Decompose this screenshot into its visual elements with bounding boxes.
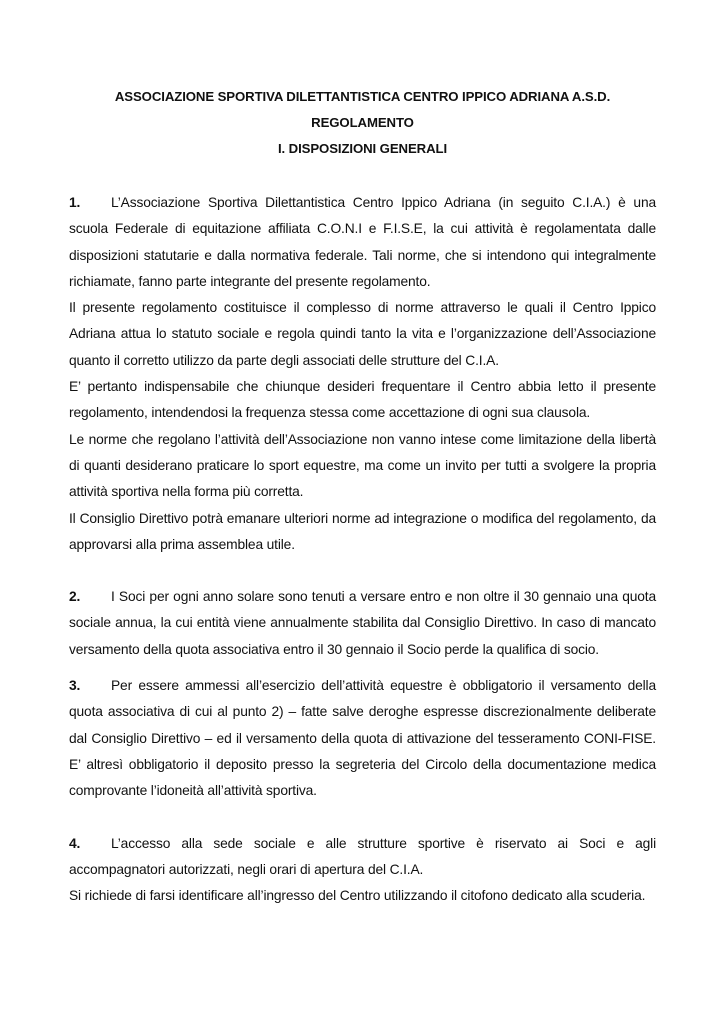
article-number: 3.	[69, 678, 81, 694]
article-paragraph	[69, 584, 656, 663]
section-heading: I. DISPOSIZIONI GENERALI	[277, 141, 448, 156]
paragraph-text: L’accesso alla sede sociale e alle strutture sportive è riservato ai Soci e agli accompagnatori autorizzati, negli orari di apertura del C.I.A.	[69, 835, 656, 877]
article-2	[69, 584, 656, 663]
article-1	[69, 190, 656, 558]
article-3	[69, 673, 656, 804]
paragraph-text: Per essere ammessi all’esercizio dell’attività equestre è obbligatorio il versamento della quota associativa di cui al punto 2) – fatte salve deroghe espresse discrezionalmente deliberate dal Consiglio Direttivo – ed il versamento della quota di attivazione del tesseramento CONI-FISE. E’ altresì obbligatorio il deposito presso la segreteria del Circolo della documentazione medica comprovante l’idoneità all’attività sportiva.	[69, 678, 656, 799]
article-paragraph	[69, 673, 656, 804]
document-header	[0, 88, 725, 166]
paragraph-text: L’Associazione Sportiva Dilettantistica Centro Ippico Adriana (in seguito C.I.A.) è una scuola Federale di equitazione affiliata C.O.N.I e F.I.S.E, la cui attività è regolamentata dalle disposizioni statutarie e dalla normativa federale. Tali norme, che si intendono qui integralmente richiamate, fanno parte integrante del presente regolamento.	[69, 195, 656, 289]
article-number: 4.	[69, 835, 81, 851]
article-paragraph: Il Consiglio Direttivo potrà emanare ulteriori norme ad integrazione o modifica del regolamento, da approvarsi alla prima assemblea utile.	[69, 510, 656, 552]
article-paragraph: Le norme che regolano l’attività dell’Associazione non vanno intese come limitazione della libertà di quanti desiderano praticare lo sport equestre, ma come un invito per tutti a svolgere la propria attività sportiva nella forma più corretta.	[69, 431, 656, 500]
association-heading: ASSOCIAZIONE SPORTIVA DILETTANTISTICA CENTRO IPPICO ADRIANA A.S.D.	[114, 89, 611, 104]
article-4	[69, 831, 656, 910]
document-body	[69, 190, 656, 909]
article-paragraph	[69, 190, 656, 295]
spacer	[69, 805, 656, 831]
article-paragraph: Si richiede di farsi identificare all’ingresso del Centro utilizzando il citofono dedicato alla scuderia.	[69, 888, 646, 904]
article-number: 2.	[69, 589, 81, 605]
article-paragraph: E’ pertanto indispensabile che chiunque desideri frequentare il Centro abbia letto il presente regolamento, intendendosi la frequenza stessa come accettazione di ogni sua clausola.	[69, 379, 656, 421]
article-paragraph: Il presente regolamento costituisce il complesso di norme attraverso le quali il Centro Ippico Adriana attua lo statuto sociale e regola quindi tanto la vita e l’organizzazione dell’Associazione quanto il corretto utilizzo da parte degli associati delle strutture del C.I.A.	[69, 300, 656, 368]
spacer	[69, 558, 656, 584]
spacer	[69, 663, 656, 673]
paragraph-text: I Soci per ogni anno solare sono tenuti a versare entro e non oltre il 30 gennaio una quota sociale annua, la cui entità viene annualmente stabilita dal Consiglio Direttivo. In caso di mancato versamento della quota associativa entro il 30 gennaio il Socio perde la qualifica di socio.	[69, 589, 656, 657]
article-paragraph	[69, 831, 656, 884]
article-number: 1.	[69, 195, 81, 210]
regulation-title: REGOLAMENTO	[311, 115, 414, 130]
